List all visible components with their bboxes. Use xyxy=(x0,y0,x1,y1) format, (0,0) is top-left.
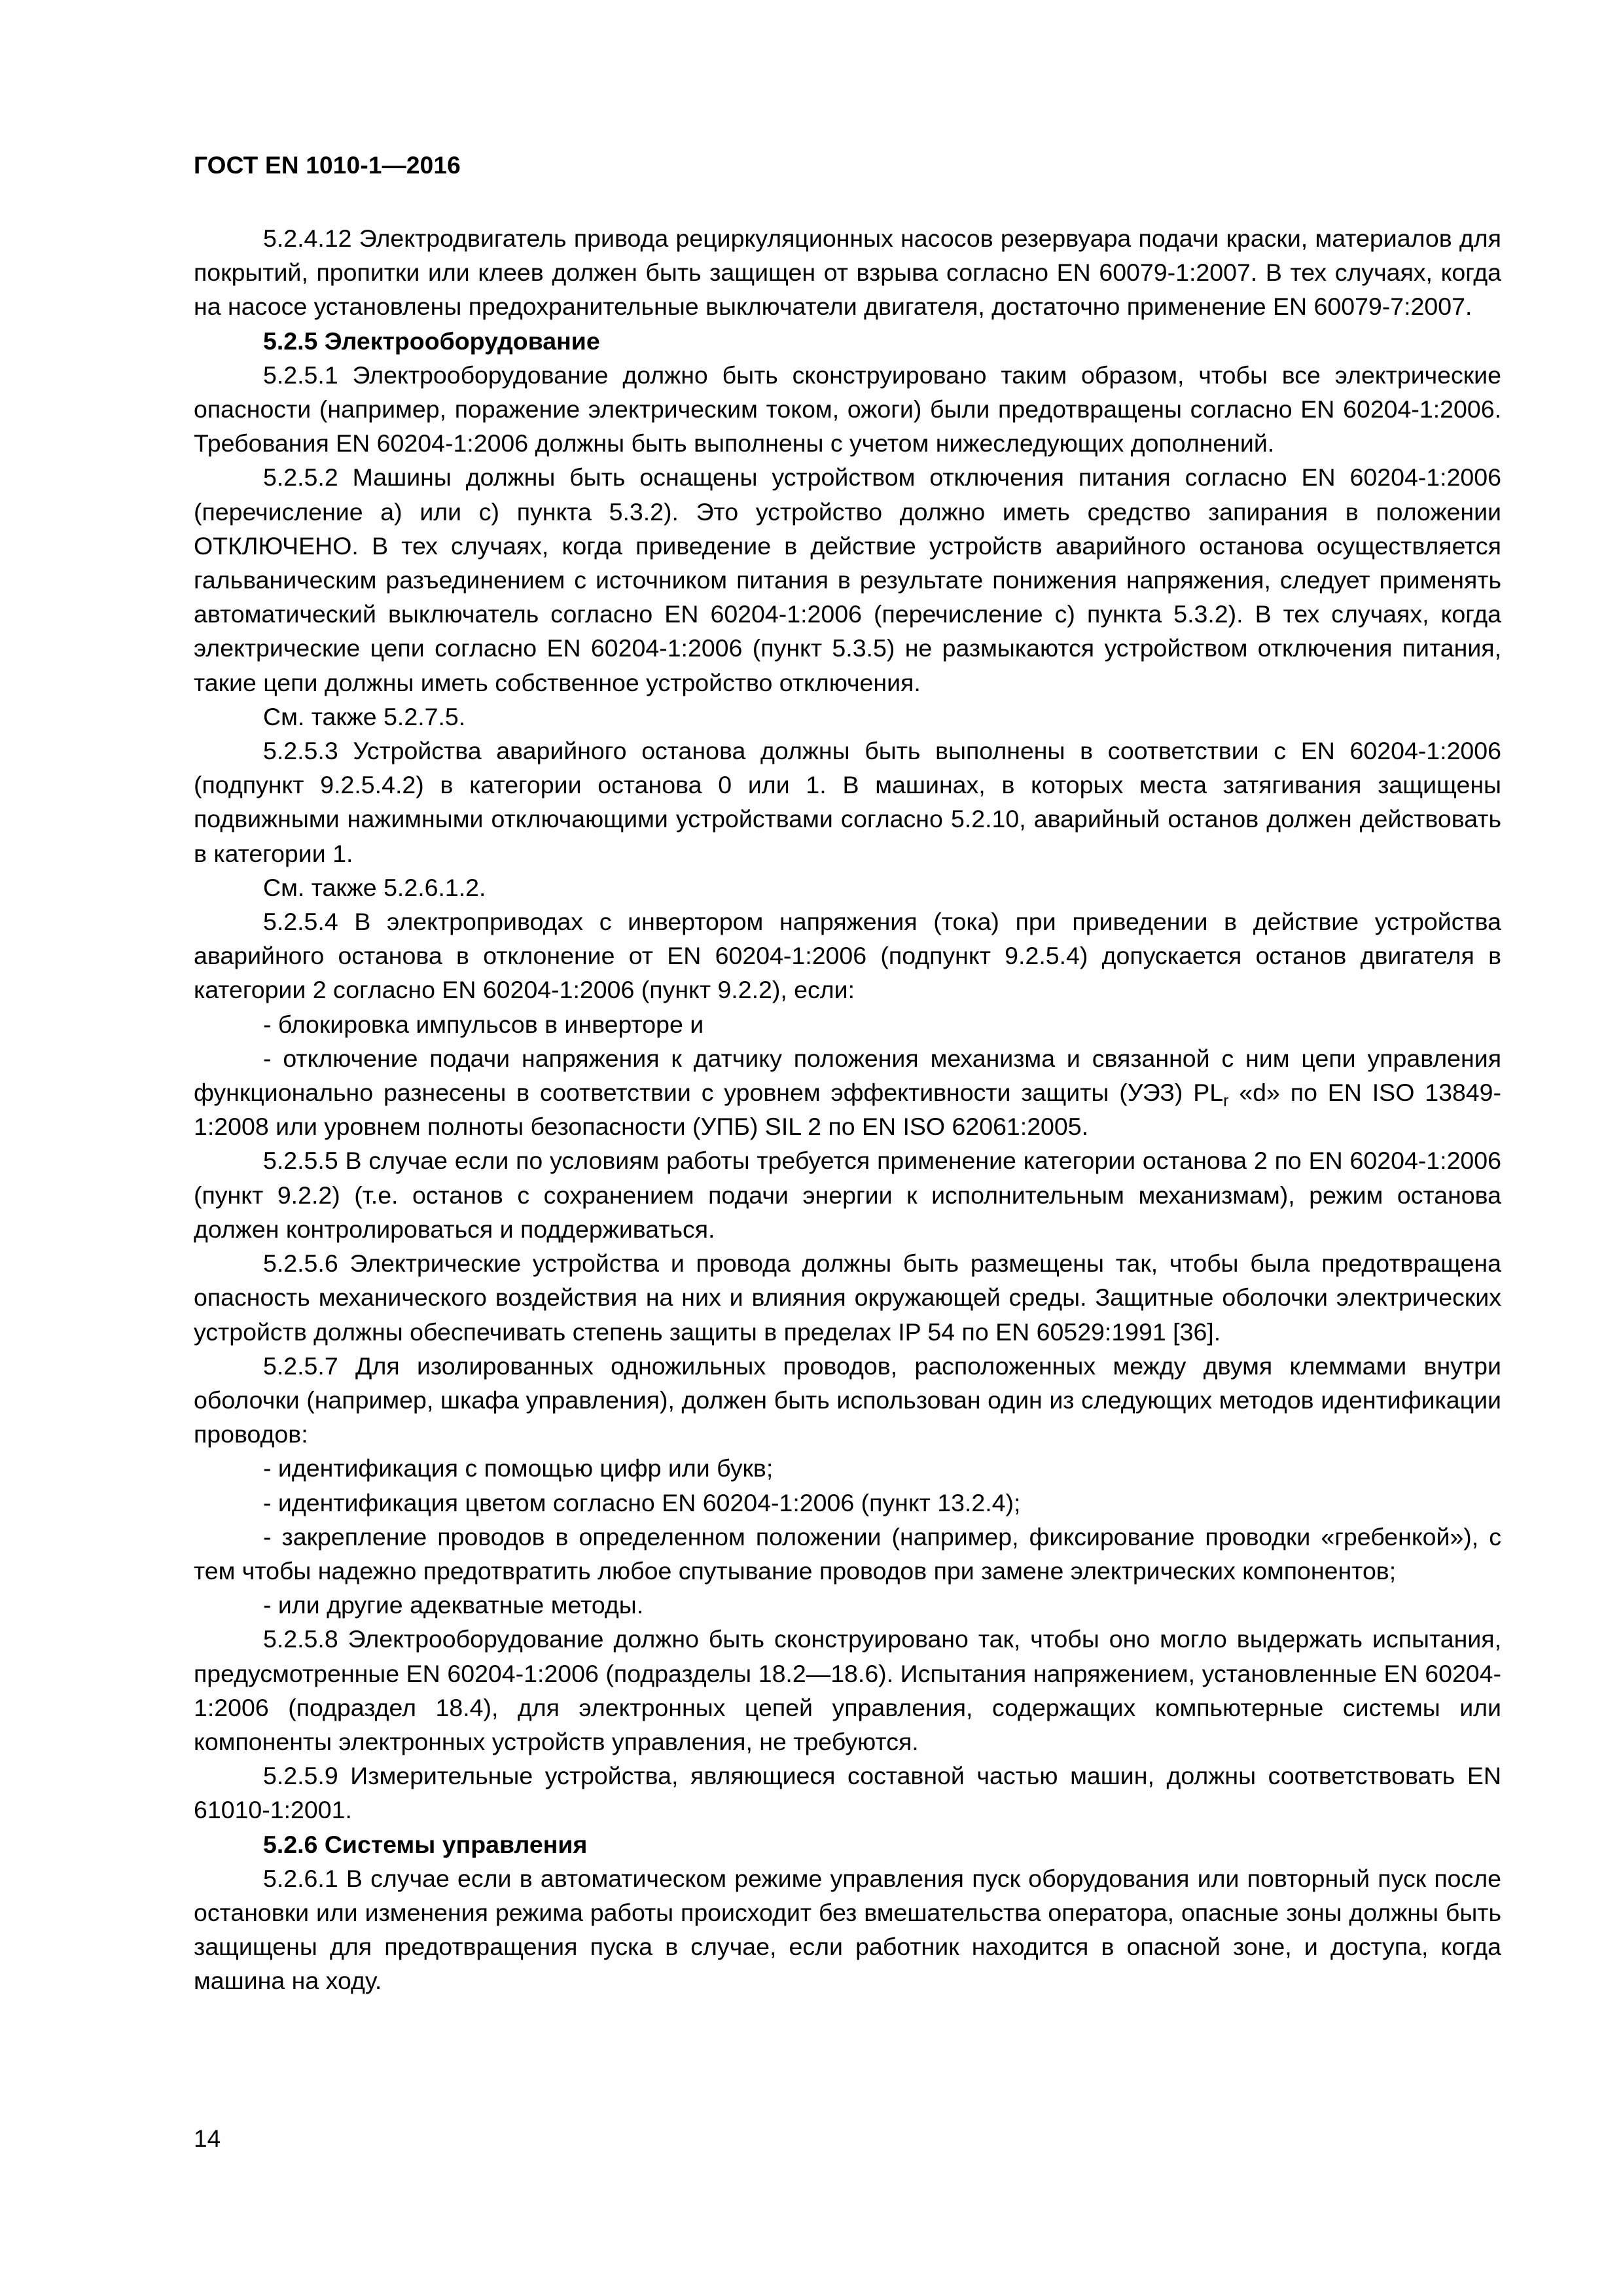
list-item-text: «d» по EN ISO 13849-1:2008 или уровнем полноты безопасности (УПБ) SIL 2 по EN ISO 62061:2005. xyxy=(194,1079,1501,1141)
list-item xyxy=(194,1041,1501,1144)
paragraph-5-2-5-7: 5.2.5.7 Для изолированных одножильных проводов, расположенных между двумя клеммами внутри оболочки (например, шкафа управления), должен быть использован один из следующих методов идентификации проводов: xyxy=(194,1352,1501,1448)
section-heading-5-2-6: 5.2.6 Системы управления xyxy=(263,1830,588,1858)
list-item: - закрепление проводов в определенном положении (например, фиксирование проводки «гребенкой»), с тем чтобы надежно предотвратить любое спутывание проводов при замене электрических компонентов; xyxy=(194,1522,1501,1585)
document-header: ГОСТ EN 1010-1—2016 xyxy=(194,152,461,179)
section-heading-5-2-5: 5.2.5 Электрооборудование xyxy=(263,327,600,355)
paragraph-5-2-5-8: 5.2.5.8 Электрооборудование должно быть сконструировано так, чтобы оно могло выдержать испытания, предусмотренные EN 60204-1:2006 (подразделы 18.2—18.6). Испытания напряжением, установленные EN 60204-1:2006 (подраздел 18.4), для электронных цепей управления, содержащих компьютерные системы или компоненты электронных устройств управления, не требуются. xyxy=(194,1625,1501,1755)
paragraph-5-2-5-1: 5.2.5.1 Электрооборудование должно быть сконструировано таким образом, чтобы все электрические опасности (например, поражение электрическим током, ожоги) были предотвращены согласно EN 60204-1:2006. Требования EN 60204-1:2006 должны быть выполнены с учетом нижеследующих дополнений. xyxy=(194,361,1501,457)
paragraph-5-2-6-1: 5.2.6.1 В случае если в автоматическом режиме управления пуск оборудования или повторный пуск после остановки или изменения режима работы происходит без вмешательства оператора, опасные зоны должны быть защищены для предотвращения пуска в случае, если работник находится в опасной зоне, и доступа, когда машина на ходу. xyxy=(194,1864,1501,1995)
list-item: - идентификация цветом согласно EN 60204-1:2006 (пункт 13.2.4); xyxy=(263,1488,1021,1516)
paragraph-5-2-5-3: 5.2.5.3 Устройства аварийного останова должны быть выполнены в соответствии с EN 60204-1:2006 (подпункт 9.2.5.4.2) в категории останова 0 или 1. В машинах, в которых места затягивания защищены подвижными нажимными отключающими устройствами согласно 5.2.10, аварийный останов должен действовать в категории 1. xyxy=(194,737,1501,867)
list-item: - или другие адекватные методы. xyxy=(263,1591,644,1619)
page-number: 14 xyxy=(194,2125,221,2152)
document-body xyxy=(194,221,1501,1998)
list-item: - блокировка импульсов в инверторе и xyxy=(263,1010,704,1038)
paragraph-5-2-4-12: 5.2.4.12 Электродвигатель привода рециркуляционных насосов резервуара подачи краски, материалов для покрытий, пропитки или клеев должен быть защищен от взрыва согласно EN 60079-1:2007. В тех случаях, когда на насосе установлены предохранительные выключатели двигателя, достаточно применение EN 60079-7:2007. xyxy=(194,224,1501,321)
list-item-text: - отключение подачи напряжения к датчику положения механизма и связанной с ним цепи управления функционально разнесены в соответствии с уровнем эффективности защиты (УЭЗ) PL xyxy=(194,1044,1501,1107)
paragraph-5-2-5-2: 5.2.5.2 Машины должны быть оснащены устройством отключения питания согласно EN 60204-1:2006 (перечисление а) или с) пункта 5.3.2). Это устройство должно иметь средство запирания в положении ОТКЛЮЧЕНО. В тех случаях, когда приведение в действие устройств аварийного останова осуществляется гальваническим разъединением с источником питания в результате понижения напряжения, следует применять автоматический выключатель согласно EN 60204-1:2006 (перечисление с) пункта 5.3.2). В тех случаях, когда электрические цепи согласно EN 60204-1:2006 (пункт 5.3.5) не размыкаются устройством отключения питания, такие цепи должны иметь собственное устройство отключения. xyxy=(194,463,1501,696)
paragraph-5-2-5-4: 5.2.5.4 В электроприводах с инвертором напряжения (тока) при приведении в действие устройства аварийного останова в отклонение от EN 60204-1:2006 (подпункт 9.2.5.4) допускается останов двигателя в категории 2 согласно EN 60204-1:2006 (пункт 9.2.2), если: xyxy=(194,908,1501,1004)
paragraph-5-2-5-6: 5.2.5.6 Электрические устройства и провода должны быть размещены так, чтобы была предотвращена опасность механического воздействия на них и влияния окружающей среды. Защитные оболочки электрических устройств должны обеспечивать степень защиты в пределах IP 54 по EN 60529:1991 [36]. xyxy=(194,1249,1501,1346)
list-item: - идентификация с помощью цифр или букв; xyxy=(263,1454,774,1482)
paragraph-5-2-5-9: 5.2.5.9 Измерительные устройства, являющиеся составной частью машин, должны соответствовать EN 61010-1:2001. xyxy=(194,1762,1501,1824)
subscript: r xyxy=(1223,1092,1229,1111)
see-also-note: См. также 5.2.6.1.2. xyxy=(263,873,486,901)
paragraph-5-2-5-5: 5.2.5.5 В случае если по условиям работы требуется применение категории останова 2 по EN 60204-1:2006 (пункт 9.2.2) (т.е. останов с сохранением подачи энергии к исполнительным механизмам), режим останова должен контролироваться и поддерживаться. xyxy=(194,1147,1501,1243)
see-also-note: См. также 5.2.7.5. xyxy=(263,702,466,730)
